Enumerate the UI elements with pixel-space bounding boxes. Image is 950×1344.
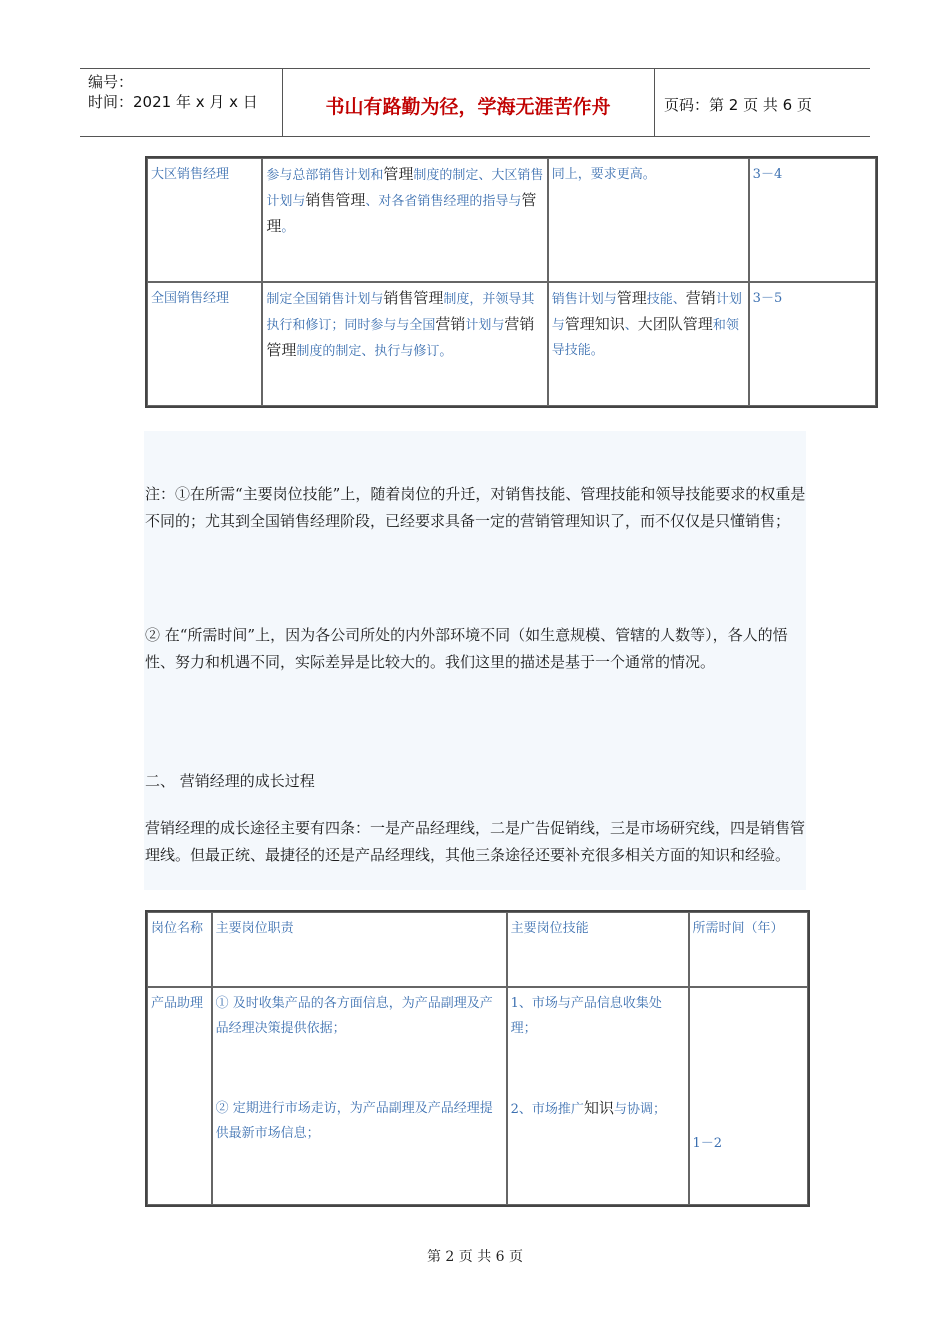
column-header: 岗位名称 xyxy=(147,912,212,987)
header-top-rule xyxy=(80,68,870,69)
role-skill: 销售计划与管理技能、营销计划与管理知识、大团队管理和领导技能。 xyxy=(548,282,749,406)
section-title: 二、 营销经理的成长过程 xyxy=(145,772,315,790)
section-paragraph: 营销经理的成长途径主要有四条：一是产品经理线，二是广告促销线，三是市场研究线，四是销售管理线。但最正统、最捷径的还是产品经理线，其他三条途径还要补充很多相关方面的知识和经验。 xyxy=(145,819,806,864)
page-footer: 第 2 页 共 6 页 xyxy=(426,1249,524,1265)
role-time: 3－4 xyxy=(749,158,876,282)
column-header: 所需时间（年） xyxy=(689,912,808,987)
product-path-table xyxy=(145,910,810,1207)
manager-table xyxy=(145,156,878,408)
role-duty: 参与总部销售计划和管理制度的制定、大区销售计划与销售管理、对各省销售经理的指导与管理。 xyxy=(262,158,547,282)
role-name: 大区销售经理 xyxy=(147,158,262,282)
role-skill xyxy=(507,987,689,1205)
skill-item: 2、市场推广知识与协调； xyxy=(510,1099,666,1117)
role-skill: 同上，要求更高。 xyxy=(548,158,749,282)
serial-label: 编号： xyxy=(88,73,134,91)
time-label: 时间：2021 年 x 月 x 日 xyxy=(88,93,258,111)
table-row xyxy=(147,282,876,406)
role-duty xyxy=(212,987,507,1205)
table-header-row xyxy=(147,912,808,987)
role-name: 产品助理 xyxy=(147,987,212,1205)
time-value: 1－2 xyxy=(692,1136,723,1151)
duty-item: ② 定期进行市场走访，为产品副理及产品经理提供最新市场信息； xyxy=(215,1101,493,1141)
role-time xyxy=(689,987,808,1205)
role-name: 全国销售经理 xyxy=(147,282,262,406)
header-motto: 书山有路勤为径，学海无涯苦作舟 xyxy=(325,96,611,118)
table-row xyxy=(147,987,808,1205)
column-header: 主要岗位职责 xyxy=(212,912,507,987)
table-row xyxy=(147,158,876,282)
header-bottom-rule xyxy=(80,136,870,137)
role-time: 3－5 xyxy=(749,282,876,406)
skill-item: 1、市场与产品信息收集处理； xyxy=(510,996,662,1036)
role-duty: 制定全国销售计划与销售管理制度，并领导其执行和修订；同时参与与全国营销计划与营销管理制度的制定、执行与修订。 xyxy=(262,282,547,406)
column-header: 主要岗位技能 xyxy=(507,912,689,987)
header-meta xyxy=(88,72,258,112)
header-divider-right xyxy=(654,68,655,136)
note-1: 注：①在所需“主要岗位技能”上，随着岗位的升迁，对销售技能、管理技能和领导技能要求的权重是不同的；尤其到全国销售经理阶段，已经要求具备一定的营销管理知识了，而不仅仅是只懂销售； xyxy=(145,485,806,530)
note-2: ② 在“所需时间”上，因为各公司所处的内外部环境不同（如生意规模、管辖的人数等），各人的悟性、努力和机遇不同，实际差异是比较大的。我们这里的描述是基于一个通常的情况。 xyxy=(145,626,788,671)
duty-item: ① 及时收集产品的各方面信息，为产品副理及产品经理决策提供依据； xyxy=(215,996,493,1036)
header-page-label: 页码：第 2 页 共 6 页 xyxy=(664,96,812,114)
